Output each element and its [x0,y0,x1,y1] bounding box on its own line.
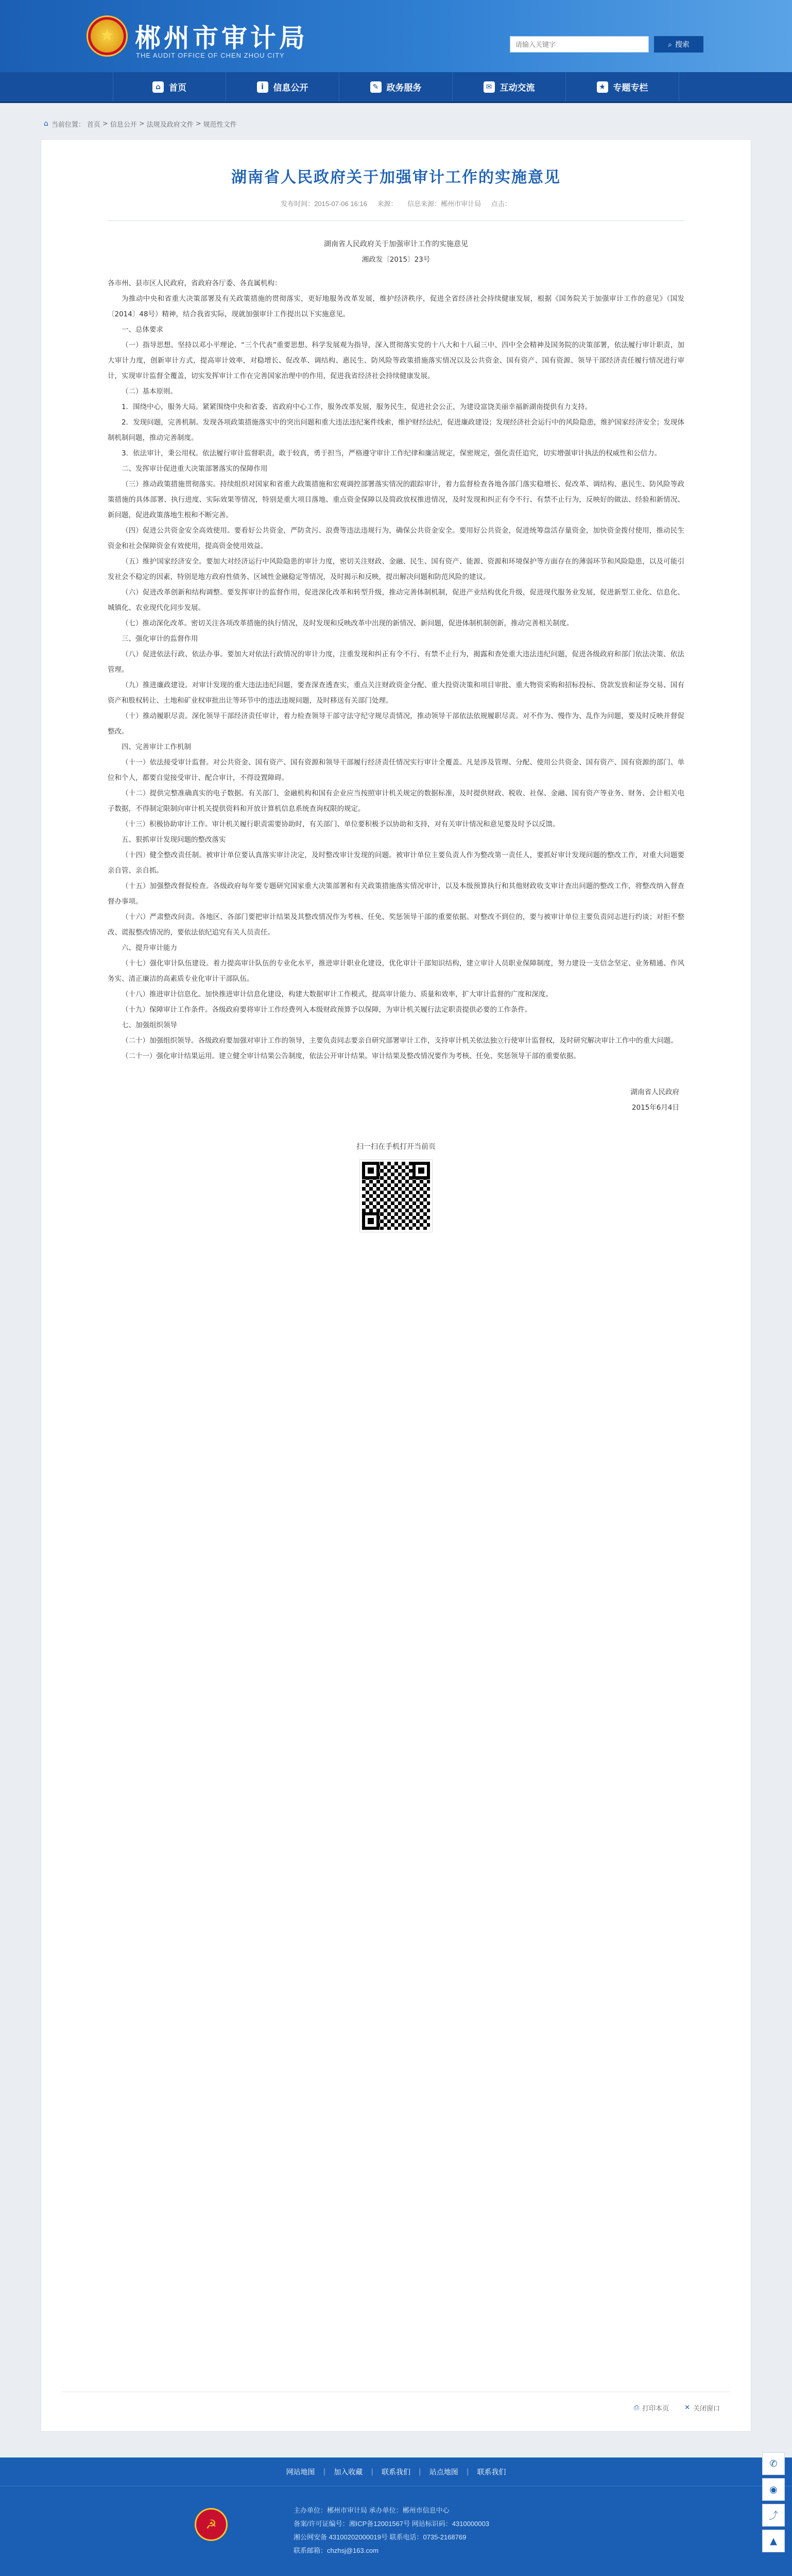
doc-paragraph: （四）促进公共资金安全高效使用。要看好公共资金，严防贪污、浪费等违法违规行为，确保公共资金安全。要用好公共资金，促进统筹盘活存量资金，加快资金拨付使用，推动民生资金和社会保障资金有效使用，提高资金使用效益。 [108,527,684,550]
print-icon: ⎙ [633,2404,640,2412]
article-body [108,221,684,1115]
footer-info [294,2504,489,2557]
doc-paragraph: 1．围绕中心，服务大局。紧紧围绕中央和省委、省政府中心工作，服务改革发展，服务民生，促进社会公正，为建设富饶美丽幸福新湖南提供有力支持。 [122,403,592,411]
nav-label: 信息公开 [273,83,308,93]
doc-number: 湘政发〔2015〕23号 [361,256,431,264]
wechat-icon[interactable]: ✆ [762,2452,785,2475]
doc-paragraph: （二）基本原则。 [122,387,177,396]
doc-paragraph: （十）推动履职尽责。深化领导干部经济责任审计，着力检查领导干部守法守纪守规尽责情况，推动领导干部依法依规履职尽责。对不作为、慢作为、乱作为问题，要及时反映并督促整改。 [108,712,684,736]
chat-icon: ✉ [484,81,495,93]
doc-paragraph: （十九）保障审计工作条件。各级政府要将审计工作经费列入本级财政预算予以保障，为审计机关履行法定职责提供必要的工作条件。 [122,1006,532,1014]
breadcrumb-sep: > [139,120,145,128]
nav-label: 互动交流 [500,83,535,93]
doc-paragraph: （二十）加强组织领导。各级政府要加强对审计工作的领导，主要负责同志要亲自研究部署审计工作，支持审计机关依法独立行使审计监督权，及时研究解决审计工作中的重大问题。 [122,1037,678,1045]
doc-paragraph: 3．依法审计，秉公用权。依法履行审计监督职责，敢于较真，勇于担当，严格遵守审计工作纪律和廉洁规定，保密规定，强化责任追究，切实增强审计执法的权威性和公信力。 [122,449,662,457]
footer-link[interactable]: 加入收藏 [334,2468,363,2477]
topic-icon: ★ [597,81,608,93]
nav-label: 政务服务 [386,83,422,93]
doc-paragraph: （十七）强化审计队伍建设。着力提高审计队伍的专业化水平，推进审计职业化建设，优化审计干部知识结构，建立审计人员职业保障制度，努力建设一支信念坚定、业务精通、作风务实、清正廉洁的高素质专业化审计干部队伍。 [108,959,684,983]
article-panel [41,139,751,2432]
doc-paragraph: 三、强化审计的监督作用 [122,635,198,643]
nav-item-home[interactable] [113,72,226,101]
main-nav [0,72,792,103]
footer-link[interactable]: 联系我们 [382,2468,410,2477]
footer-links: 网站地图 | 加入收藏 | 联系我们 | 站点地图 | 联系我们 [0,2458,792,2486]
article-meta [41,198,751,208]
close-button[interactable] [684,2403,720,2413]
nav-label: 首页 [169,83,186,93]
breadcrumb-normative[interactable]: 规范性文件 [203,121,237,129]
floating-toolbar [762,2452,785,2552]
location-icon: ⌂ [44,120,48,128]
doc-paragraph: （七）推动深化改革。密切关注各项改革措施的执行情况，及时发现和反映改革中出现的新情况、新问题，促进体制机制创新，推动完善相关制度。 [122,619,574,628]
doc-paragraph: （十五）加强整改督促检查。各级政府每年要专题研究国家重大决策部署和有关政策措施落实情况审计，以及本级预算执行和其他财政收支审计查出问题的整改工作，将整改纳入督查督办事项。 [108,882,684,906]
search-bar [510,36,703,53]
search-button-label: 搜索 [675,40,690,48]
print-button[interactable] [634,2403,669,2413]
info-source: 信息来源：郴州市审计局 [407,200,481,208]
breadcrumb-info[interactable]: 信息公开 [110,121,137,129]
qr-finder [362,1162,380,1179]
breadcrumb-sep: > [195,120,201,128]
doc-paragraph: 七、加强组织领导 [122,1021,177,1029]
nav-item-info[interactable] [226,72,339,101]
service-icon: ✎ [370,81,382,93]
doc-paragraph: （十二）提供完整准确真实的电子数据。有关部门、金融机构和国有企业应当按照审计机关规定的数据标准，及时提供财政、税收、社保、金融、国有资产等业务、财务、会计相关电子数据，不得制定限制向审计机关提供资料和开放计算机信息系统查询权限的规定。 [108,789,684,813]
search-button[interactable] [654,36,703,53]
qr-finder [412,1162,430,1179]
sign-org: 湖南省人民政府 [630,1088,679,1096]
footer-link[interactable]: 联系我们 [477,2468,506,2477]
doc-paragraph: （十四）健全整改责任制。被审计单位要认真落实审计决定，及时整改审计发现的问题。被审计单位主要负责人作为整改第一责任人，要抓好审计发现问题的整改工作，对重大问题要亲自管、亲自抓。 [108,851,684,875]
footer-line: 备案/许可证编号：湘ICP备12001567号 网站标识码：4310000003 [294,2520,490,2528]
doc-paragraph: （十三）积极协助审计工作。审计机关履行职责需要协助时，有关部门、单位要积极予以协助和支持，对有关审计情况和意见要及时予以反馈。 [122,820,560,828]
footer-link[interactable]: 网站地图 [286,2468,315,2477]
footer-line: 主办单位：郴州市审计局 承办单位：郴州市信息中心 [294,2506,450,2514]
doc-paragraph: 六、提升审计能力 [122,944,177,952]
breadcrumb-laws[interactable]: 法规及政府文件 [146,121,194,129]
article-source: 来源： [377,200,398,208]
nav-item-service[interactable] [339,72,453,101]
doc-paragraph: （十六）严肃整改问责。各地区、各部门要把审计结果及其整改情况作为考核、任免、奖惩领导干部的重要依据。对整改不到位的，要与被审计单位主要负责同志进行约谈；对拒不整改、谎报整改情况的，要依法依纪追究有关人员责任。 [108,913,684,937]
page-tools [634,2403,720,2413]
search-input[interactable] [510,36,649,53]
footer-line: 湘公网安备 43100202000019号 联系电话：0735-2168769 [294,2533,467,2541]
doc-paragraph: （九）推进廉政建设。对审计发现的重大违法违纪问题，要查深查透查实，重点关注财政资金分配、重大投资决策和项目审批、重大物资采购和招标投标、贷款发放和证券交易、国有资产和股权转让、土地和矿业权审批出让等环节中的违法违规问题，及时移送有关部门处理。 [108,681,684,705]
article-title: 湖南省人民政府关于加强审计工作的实施意见 [231,168,561,187]
doc-paragraph: （三）推动政策措施贯彻落实。持续组织对国家和省重大政策措施和宏观调控部署落实情况的跟踪审计，着力监督检查各地各部门落实稳增长、促改革、调结构、惠民生、防风险等政策措施的具体部署、执行进度、实际效果等情况，特别是重大项目落地、重点资金保障以及简政放权推进情况，及时发现和纠正有令不行、有禁不止行为，反映好的做法、经验和新情况、新问题，促进政策落地生根和不断完善。 [108,480,684,519]
doc-paragraph: （十一）依法接受审计监督。对公共资金、国有资产、国有资源和领导干部履行经济责任情况实行审计全覆盖。凡是涉及管理、分配、使用公共资金、国有资产、国有资源的部门、单位和个人，都要自觉接受审计、配合审计，不得设置障碍。 [108,758,684,782]
nav-item-interaction[interactable] [453,72,566,101]
doc-paragraph: （六）促进改革创新和结构调整。要发挥审计的监督作用，促进深化改革和转型升级，推动完善体制机制，促进产业结构优化升级，促进现代服务业发展，促进新型工业化、信息化、城镇化、农业现代化同步发展。 [108,588,684,612]
weibo-icon[interactable]: ◉ [762,2478,785,2501]
doc-paragraph: 二、发挥审计促进重大决策部署落实的保障作用 [122,465,268,473]
doc-intro: 为推动中央和省重大决策部署及有关政策措施的贯彻落实，更好地服务改革发展，维护经济秩序，促进全省经济社会持续健康发展，根据《国务院关于加强审计工作的意见》（国发〔2014〕48号）精神，结合我省实际，现就加强审计工作提出以下实施意见。 [108,295,684,318]
doc-salutation: 各市州、县市区人民政府，省政府各厅委、各直属机构： [108,279,282,287]
nav-item-topics[interactable] [566,72,679,101]
doc-paragraphs [108,322,684,1064]
breadcrumb-prefix: 当前位置： [51,121,85,129]
national-emblem-icon: ★ [87,15,128,57]
doc-paragraph: （二十一）强化审计结果运用。建立健全审计结果公告制度，依法公开审计结果。审计结果及整改情况要作为考核、任免、奖惩领导干部的重要依据。 [122,1052,580,1060]
breadcrumb [41,113,751,134]
breadcrumb-sep: > [102,120,108,128]
back-to-top-icon[interactable]: ▲ [762,2530,785,2552]
site-subtitle: THE AUDIT OFFICE OF CHEN ZHOU CITY [136,52,285,59]
qr-section [41,1141,751,1232]
qr-code-icon [360,1160,432,1232]
doc-heading: 湖南省人民政府关于加强审计工作的实施意见 [324,240,468,248]
party-emblem-icon[interactable]: ☭ [195,2508,228,2541]
nav-label: 专题专栏 [613,83,648,93]
info-icon: i [257,81,268,93]
print-label: 打印本页 [642,2405,669,2413]
site-footer [0,2458,792,2576]
doc-paragraph: 2．发现问题，完善机制。发现各项政策措施落实中的突出问题和重大违法违纪案件线索，维护财经法纪，促进廉政建设；发现经济社会运行中的风险隐患，维护国家经济安全；发现体制机制问题，推动完善制度。 [108,418,684,442]
site-header [0,0,792,72]
doc-paragraph: （十八）推进审计信息化。加快推进审计信息化建设，构建大数据审计工作模式，提高审计能力、质量和效率，扩大审计监督的广度和深度。 [122,990,553,998]
doc-paragraph: 四、完善审计工作机制 [122,743,191,751]
search-icon: ⌕ [668,40,672,48]
footer-line: 联系邮箱：chzhsj@163.com [294,2547,378,2554]
doc-paragraph: 一、总体要求 [122,326,163,334]
close-label: 关闭窗口 [693,2405,720,2413]
doc-paragraph: （八）促进依法行政、依法办事。要加大对依法行政情况的审计力度，注重发现和纠正有令不行、有禁不止行为，揭露和查处重大违法违纪问题，促进各级政府和部门依法决策、依法管理。 [108,650,684,674]
home-icon: ⌂ [152,81,164,93]
breadcrumb-home[interactable]: 首页 [87,121,100,129]
close-icon: ✕ [684,2404,690,2412]
footer-link[interactable]: 站点地图 [429,2468,458,2477]
site-title[interactable]: 郴州市审计局 [135,23,308,53]
qr-finder [362,1212,380,1230]
qr-label: 扫一扫在手机打开当前页 [356,1143,436,1151]
doc-paragraph: （五）维护国家经济安全。要加大对经济运行中风险隐患的审计力度，密切关注财政、金融、民生、国有资产、能源、资源和环境保护等方面存在的薄弱环节和风险隐患，以及可能引发社会不稳定的因素，特别是地方政府性债务、区域性金融稳定等情况，及时揭示和反映，提出解决问题和防范风险的建议。 [108,557,684,581]
doc-paragraph: （一）指导思想。坚持以邓小平理论、“三个代表”重要思想、科学发展观为指导，深入贯彻落实党的十八大和十八届三中、四中全会精神及国务院的决策部署，依法履行审计职责，加大审计力度，创新审计方式，提高审计效率，对稳增长、促改革、调结构、惠民生、防风险等政策措施落实情况以及公共资金、国有资产、国有资源、领导干部经济责任履行情况进行审计，实现审计监督全覆盖，切实发挥审计工作在完善国家治理中的作用，促进我省经济社会持续健康发展。 [108,341,684,380]
sign-date: 2015年6月4日 [631,1104,679,1112]
publish-date: 发布时间：2015-07-06 16:16 [281,200,367,208]
doc-paragraph: 五、狠抓审计发现问题的整改落实 [122,836,226,844]
view-count: 点击： [491,200,511,208]
share-icon[interactable]: ⤴ [762,2504,785,2527]
